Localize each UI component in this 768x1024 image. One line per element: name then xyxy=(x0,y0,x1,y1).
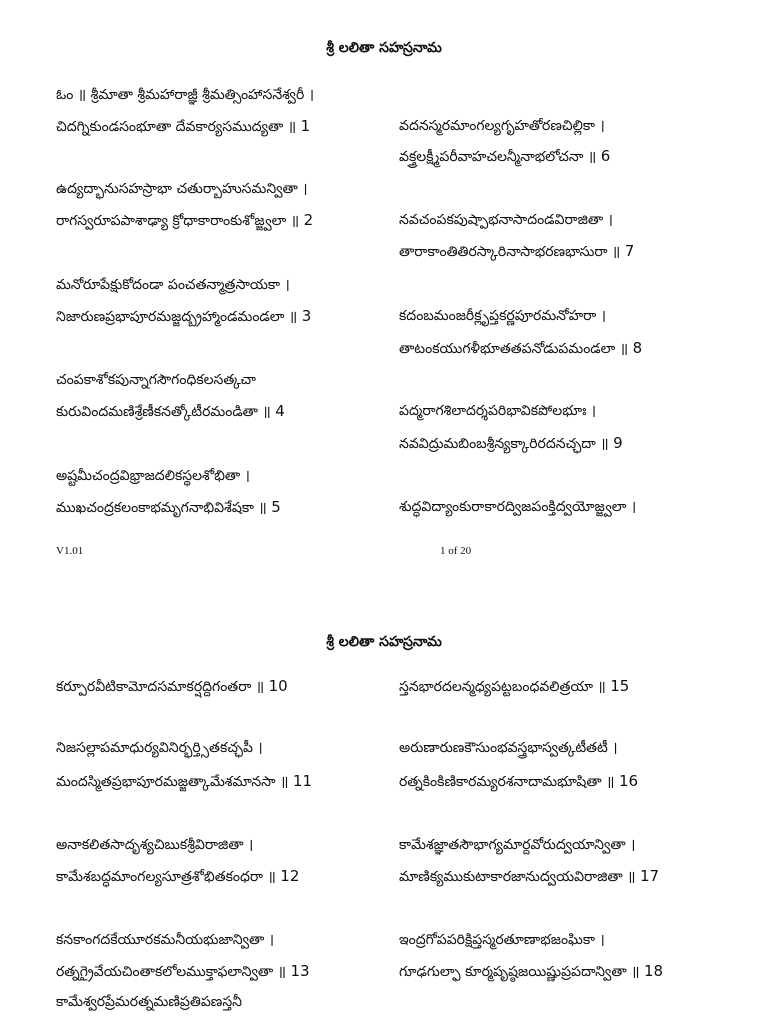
verse-line: వక్త్రలక్ష్మీపరీవాహచలన్మీనాభలోచనా ॥ 6 xyxy=(399,147,611,165)
verse-line: స్తనభారదలన్మధ్యపట్టబంధవలిత్రయా ॥ 15 xyxy=(399,677,630,695)
verse-line: నవచంపకపుష్పాభనాసాదండవిరాజితా । xyxy=(399,212,613,228)
verse-number: 15 xyxy=(610,677,630,695)
verse-line: ముఖచంద్రకలంకాభమృగనాభివిశేషకా ॥ 5 xyxy=(56,498,281,516)
verse-line: మందస్మితప్రభాపూరమజ్జత్కామేశమానసా ॥ 11 xyxy=(56,772,313,790)
verse-line: మాణిక్యముకుటాకారజానుద్వయవిరాజితా ॥ 17 xyxy=(399,867,660,885)
verse-line: కామేశబద్ధమాంగల్యసూత్రశోభితకంధరా ॥ 12 xyxy=(56,867,300,885)
verse-line: అష్టమీచంద్రవిభ్రాజదలికస్థలశోభితా । xyxy=(56,468,250,484)
verse-line: కదంబమంజరీక్లృప్తకర్ణపూరమనోహరా । xyxy=(399,308,607,324)
verse-line: తారాకాంతితిరస్కారినాసాభరణభాసురా ॥ 7 xyxy=(399,242,635,260)
verse-number: 16 xyxy=(619,772,639,790)
verse-line: ఇంద్రగోపపరిక్షిప్తస్మరతూణాభజంఘికా । xyxy=(399,932,605,948)
page-number: 1 of 20 xyxy=(440,545,472,557)
verse-number: 8 xyxy=(632,339,643,357)
verse-line: పద్మరాగశిలాదర్శపరిభావికపోలభూః । xyxy=(399,403,597,419)
verse-number: 9 xyxy=(613,434,623,452)
verse-number: 6 xyxy=(600,147,611,165)
verse-line: కామేశజ్ఞాతసౌభాగ్యమార్దవోరుద్వయాన్వితా । xyxy=(399,837,636,853)
verse-line: ఓం ॥ శ్రీమాతా శ్రీమహారాజ్ఞీ శ్రీమత్సింహాసనేశ్వరీ । xyxy=(56,87,315,103)
verse-line: కురువిందమణిశ్రేణీకనత్కోటీరమండితా ॥ 4 xyxy=(56,402,285,420)
verse-line: నవవిద్రుమబింబశ్రీన్యక్కారిరదనచ్ఛదా ॥ 9 xyxy=(399,434,623,452)
verse-number: 2 xyxy=(303,211,314,229)
verse-line: కామేశ్వరప్రేమరత్నమణిప్రతిపణస్తనీ xyxy=(56,994,242,1010)
page-title: శ్రీ లలితా సహస్రనామ xyxy=(326,634,442,650)
verse-number: 4 xyxy=(275,402,285,420)
verse-line: రత్నకింకిణికారమ్యరశనాదామభూషితా ॥ 16 xyxy=(399,772,639,790)
verse-number: 1 xyxy=(300,117,311,135)
verse-number: 7 xyxy=(624,242,635,260)
verse-number: 17 xyxy=(639,867,660,885)
verse-line: కనకాంగదకేయూరకమనీయభుజాన్వితా । xyxy=(56,932,275,948)
verse-number: 18 xyxy=(643,962,664,980)
verse-line: మనోరూపేక్షుకోదండా పంచతన్మాత్రసాయకా । xyxy=(56,277,290,293)
verse-number: 13 xyxy=(290,962,310,980)
verse-line: నిజసల్లాపమాధుర్యవినిర్భర్త్సితకచ్ఛపీ । xyxy=(56,740,263,756)
verse-number: 5 xyxy=(271,498,281,516)
verse-line: రాగస్వరూపపాశాఢ్యా క్రోధాకారాంకుశోజ్జ్వలా ॥ 2 xyxy=(56,211,314,229)
verse-line: నిజారుణప్రభాపూరమజ్జద్బ్రహ్మాండమండలా ॥ 3 xyxy=(56,307,312,325)
verse-line: అనాకలితసాదృశ్యచిబుకశ్రీవిరాజితా । xyxy=(56,837,254,853)
verse-line: అరుణారుణకౌసుంభవస్త్రభాస్వత్కటీతటీ । xyxy=(399,740,618,756)
verse-number: 12 xyxy=(280,867,300,885)
verse-line: ఉద్యద్భానుసహస్రాభా చతుర్బాహుసమన్వితా । xyxy=(56,181,308,197)
verse-line: వదనస్మరమాంగల్యగృహతోరణచిల్లికా । xyxy=(399,118,605,134)
version-label: V1.01 xyxy=(56,545,84,557)
verse-number: 11 xyxy=(292,772,313,790)
verse-line: తాటంకయుగళీభూతతపనోడుపమండలా ॥ 8 xyxy=(399,339,643,357)
verse-line: గూఢగుల్ఫా కూర్మపృష్ఠజయిష్ణుప్రపదాన్వితా ॥ 18 xyxy=(399,962,664,980)
verse-line: చిదగ్నికుండసంభూతా దేవకార్యసముద్యతా ॥ 1 xyxy=(56,117,311,135)
verse-line: కర్పూరవీటికామోదసమాకర్షద్దిగంతరా ॥ 10 xyxy=(56,677,288,695)
verse-line: శుద్ధవిద్యాంకురాకారద్విజపంక్తిద్వయోజ్జ్వలా । xyxy=(399,499,637,515)
verse-line: చంపకాశోకపున్నాగసౌగంధికలసత్కచా xyxy=(56,372,256,388)
verse-line: రత్నగ్రైవేయచింతాకలోలముక్తాఫలాన్వితా ॥ 13 xyxy=(56,962,310,980)
verse-number: 10 xyxy=(268,677,288,695)
verse-number: 3 xyxy=(301,307,312,325)
page-title: శ్రీ లలితా సహస్రనామ xyxy=(326,40,442,56)
